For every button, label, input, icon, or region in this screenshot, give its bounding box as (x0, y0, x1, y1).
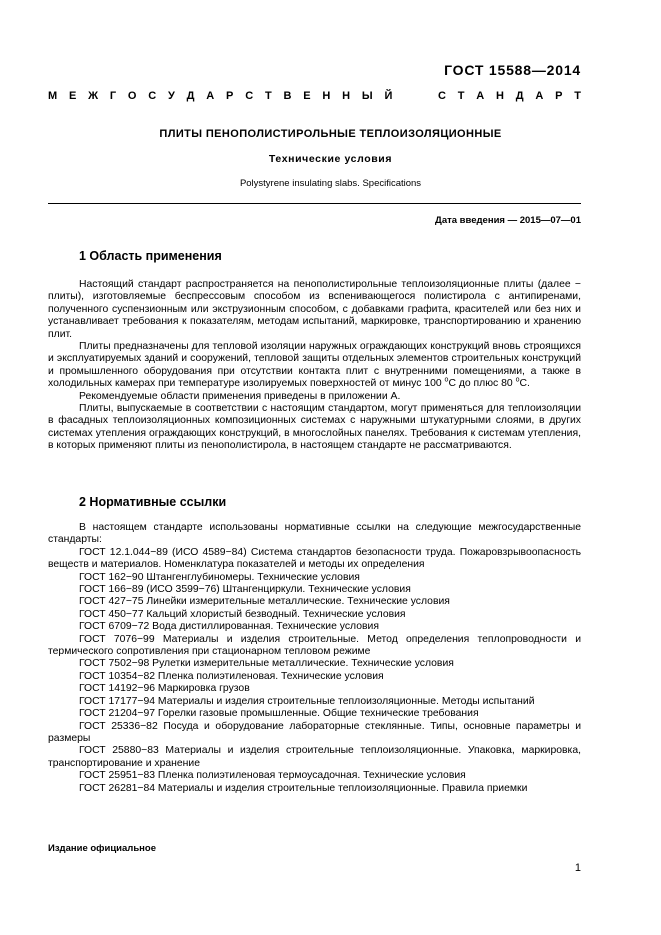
section-2-heading: 2 Нормативные ссылки (79, 495, 227, 509)
reference-item: ГОСТ 6709−72 Вода дистиллированная. Технические условия (79, 621, 379, 633)
reference-item: ГОСТ 12.1.044−89 (ИСО 4589−84) Система стандартов безопасности труда. Пожаровзрывоопасность веществ и материалов. Номенклатура показателей и методы их определения (48, 546, 581, 571)
banner-letter: Т (457, 90, 465, 102)
degree-sign: о (515, 376, 520, 384)
document-number: ГОСТ 15588—2014 (444, 62, 581, 78)
document-subtitle: Технические условия (268, 153, 393, 165)
reference-item: ГОСТ 26281−84 Материалы и изделия строительные теплоизоляционные. Правила приемки (79, 782, 528, 794)
banner-letter: Ы (361, 90, 373, 102)
banner-letter: Н (322, 90, 331, 102)
degree-sign: о (444, 376, 449, 384)
reference-item: ГОСТ 7502−98 Рулетки измерительные металлические. Технические условия (79, 658, 454, 670)
reference-item: ГОСТ 25951−83 Пленка полиэтиленовая термоусадочная. Технические условия (79, 770, 466, 782)
horizontal-divider (48, 203, 581, 204)
section-1-body (48, 279, 581, 453)
document-title: ПЛИТЫ ПЕНОПОЛИСТИРОЛЬНЫЕ ТЕПЛОИЗОЛЯЦИОННЫЕ (159, 128, 502, 140)
banner-letter: У (168, 90, 175, 102)
reference-item: ГОСТ 166−89 (ИСО 3599−76) Штангенциркули. Технические условия (79, 584, 411, 596)
banner-letter: Й (384, 90, 393, 102)
reference-item: ГОСТ 162−90 Штангенглубиномеры. Технические условия (79, 571, 360, 583)
banner-letter: Д (186, 90, 195, 102)
page-number: 1 (574, 862, 581, 874)
official-edition-note: Издание официальное (48, 843, 156, 854)
paragraph: Настоящий стандарт распространяется на пенополистирольные теплоизоляционные плиты (далее − плиты), изготовляемые беспрессовым способом из вспенивающегося полистирола с антипиренами, полученного суспензионным или экструзионным способом, с добавками графита, красителей или без них и устанавливает требования к показателям, методам испытаний, маркировке, транспортированию и хранению плит. (48, 279, 581, 340)
introduction-date: Дата введения — 2015—07—01 (435, 215, 581, 226)
reference-item: ГОСТ 450−77 Кальций хлористый безводный. Технические условия (79, 608, 406, 620)
banner-letter: С (245, 90, 254, 102)
banner-letter: М (48, 90, 58, 102)
banner-letter: Р (555, 90, 563, 102)
paragraph: Плиты, выпускаемые в соответствии с настоящим стандартом, могут применяться для теплоизоляции в фасадных теплоизоляционных композиционных системах с наружными штукатурными слоями, в других системах утепления ограждающих конструкций, в многослойных панелях. Требования к системам утепления, в которых применяют плиты из пенополистирола, в настоящем стандарте не рассматриваются. (48, 403, 581, 452)
reference-item: ГОСТ 7076−99 Материалы и изделия строительные. Метод определения теплопроводности и термического сопротивления при стационарном тепловом режиме (48, 633, 581, 658)
banner-letter: Н (495, 90, 504, 102)
reference-item: ГОСТ 427−75 Линейки измерительные металлические. Технические условия (79, 596, 450, 608)
banner-letter: Е (68, 90, 77, 102)
banner-letter: С (148, 90, 157, 102)
reference-item: ГОСТ 21204−97 Горелки газовые промышленные. Общие технические требования (79, 708, 479, 720)
banner-letter: Н (342, 90, 351, 102)
section-2-body (48, 522, 581, 795)
banner-letter: В (283, 90, 292, 102)
banner-letter: Ж (88, 90, 99, 102)
reference-item: ГОСТ 10354−82 Пленка полиэтиленовая. Технические условия (79, 670, 384, 682)
reference-item: ГОСТ 25336−82 Посуда и оборудование лабораторные стеклянные. Типы, основные параметры и размеры (48, 720, 581, 744)
banner-letter: А (476, 90, 485, 102)
banner-letter: О (127, 90, 137, 102)
banner-letter: Т (574, 90, 581, 102)
section-1-heading: 1 Область применения (79, 249, 222, 263)
banner-letter: Г (109, 90, 117, 102)
banner-letter: А (535, 90, 544, 102)
banner-letter: Е (303, 90, 311, 102)
interstate-standard-banner (48, 90, 581, 102)
reference-item: ГОСТ 17177−94 Материалы и изделия строительные теплоизоляционные. Методы испытаний (79, 695, 535, 707)
banner-letter: Т (264, 90, 272, 102)
reference-item: ГОСТ 14192−96 Маркировка грузов (79, 683, 250, 695)
banner-letter: С (437, 90, 446, 102)
paragraph: В настоящем стандарте использованы нормативные ссылки на следующие межгосударственные стандарты: (48, 522, 581, 546)
banner-word-gap (404, 90, 426, 102)
paragraph: Плиты предназначены для тепловой изоляции наружных ограждающих конструкций вновь строящихся и эксплуатируемых зданий и сооружений, тепловой защиты отдельных элементов строительных конструкций и промышленного оборудования при отсутствии контакта плит с внутренними помещениями, а также в холодильных камерах при температуре изолируемых поверхностей от минус 100 $^о$С до плюс 80 $^о$С. (48, 341, 581, 390)
banner-letter: Д (515, 90, 524, 102)
banner-letter: А (206, 90, 215, 102)
paragraph: Рекомендуемые области применения приведены в приложении А. (79, 390, 401, 402)
english-title: Polystyrene insulating slabs. Specifications (239, 178, 422, 189)
banner-letter: Р (226, 90, 234, 102)
reference-item: ГОСТ 25880−83 Материалы и изделия строительные теплоизоляционные. Упаковка, маркировка, транспортирование и хранение (48, 745, 581, 769)
